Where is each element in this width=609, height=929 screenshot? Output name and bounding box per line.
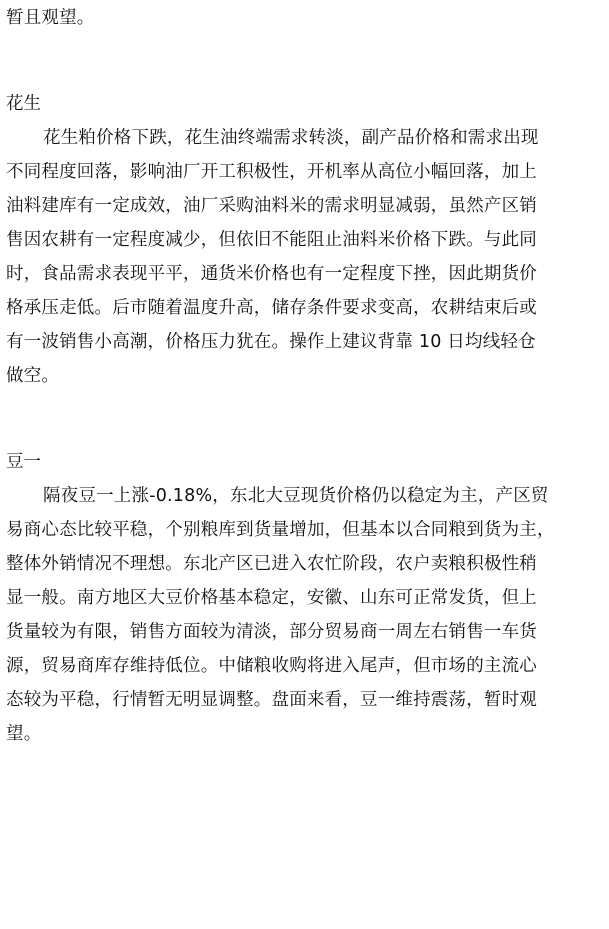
- peanut-paragraph: [6, 121, 606, 393]
- paragraph-line: 显一般。南方地区大豆价格基本稳定，安徽、山东可正常发货，但上: [6, 588, 537, 608]
- paragraph-line: 易商心态比较平稳，个别粮库到货量增加，但基本以合同粮到货为主，: [6, 520, 555, 540]
- paragraph-line: 时，食品需求表现平平，通货米价格也有一定程度下挫，因此期货价: [6, 264, 537, 284]
- paragraph-line: 油料建库有一定成效，油厂采购油料米的需求明显减弱，虽然产区销: [6, 196, 537, 216]
- paragraph-line: 整体外销情况不理想。东北产区已进入农忙阶段，农户卖粮积极性稍: [6, 554, 537, 574]
- paragraph-line: 有一波销售小高潮，价格压力犹在。操作上建议背靠 10 日均线轻仓: [6, 332, 536, 352]
- section-spacer: [6, 393, 606, 445]
- paragraph-line: 售因农耕有一定程度减少，但依旧不能阻止油料米价格下跌。与此同: [6, 230, 537, 250]
- paragraph-line: 源，贸易商库存维持低位。中储粮收购将进入尾声，但市场的主流心: [6, 656, 537, 676]
- section-spacer: [6, 35, 606, 87]
- paragraph-line: 花生粕价格下跌，花生油终端需求转淡，副产品价格和需求出现: [43, 128, 539, 148]
- section-heading-soybean: 豆一: [6, 452, 41, 472]
- document-page: [6, 0, 606, 751]
- paragraph-line: 隔夜豆一上涨-0.18%，东北大豆现货价格仍以稳定为主，产区贸: [43, 486, 549, 506]
- paragraph-line: 望。: [6, 724, 42, 744]
- paragraph-line: 态较为平稳，行情暂无明显调整。盘面来看，豆一维持震荡，暂时观: [6, 690, 537, 710]
- paragraph-line: 格承压走低。后市随着温度升高，储存条件要求变高，农耕结束后或: [6, 298, 537, 318]
- intro-last-line: 暂且观望。: [6, 8, 95, 28]
- section-heading-peanut: 花生: [6, 94, 41, 114]
- paragraph-line: 不同程度回落，影响油厂开工积极性，开机率从高位小幅回落，加上: [6, 162, 537, 182]
- soybean-paragraph: [6, 479, 606, 751]
- paragraph-line: 货量较为有限，销售方面较为清淡，部分贸易商一周左右销售一车货: [6, 622, 537, 642]
- paragraph-line: 做空。: [6, 366, 60, 386]
